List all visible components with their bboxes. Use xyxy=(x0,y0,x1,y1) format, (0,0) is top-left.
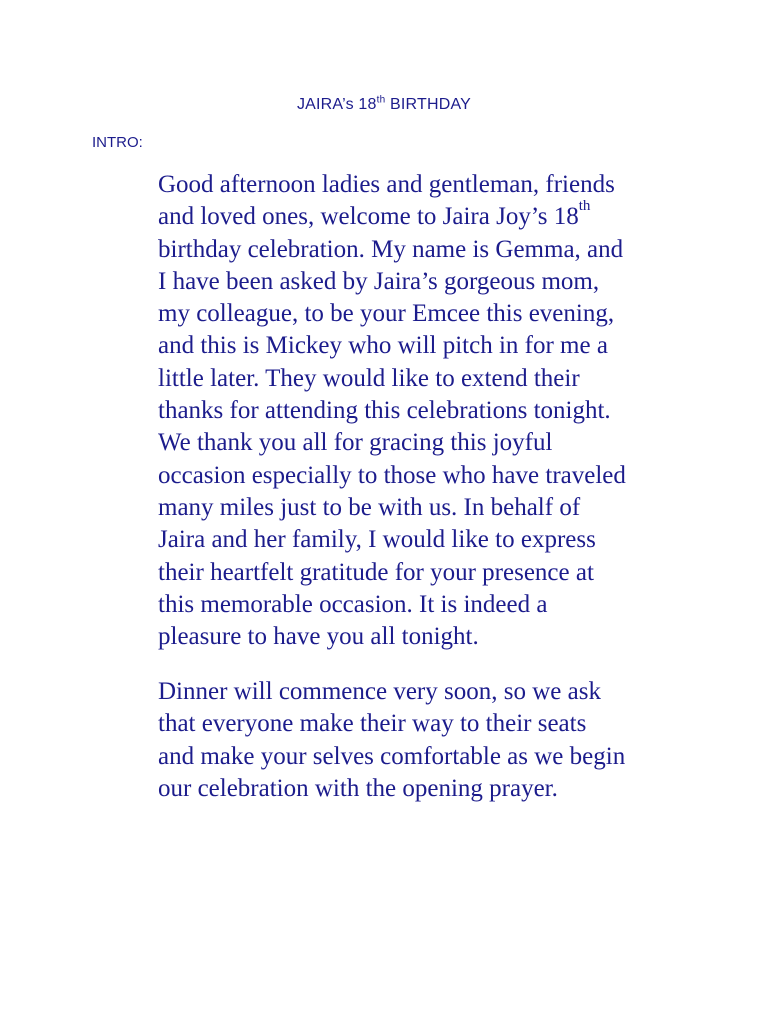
paragraph-line: Jaira and her family, I would like to express xyxy=(158,526,596,554)
paragraph-line: and make your selves comfortable as we begin xyxy=(158,742,626,770)
paragraph-line: and this is Mickey who will pitch in for me a xyxy=(158,332,608,360)
paragraph-line: thanks for attending this celebrations tonight. xyxy=(158,397,611,425)
paragraph-intro xyxy=(158,169,718,653)
paragraph-line: We thank you all for gracing this joyful xyxy=(158,429,553,457)
paragraph-line: occasion especially to those who have traveled xyxy=(158,461,626,489)
title-prefix: JAIRA’s 18 xyxy=(296,96,377,113)
line-superscript: th xyxy=(578,198,591,215)
title-superscript: th xyxy=(376,94,386,106)
paragraph-line: Good afternoon ladies and gentleman, friends xyxy=(158,171,615,198)
paragraph-dinner xyxy=(158,676,718,805)
paragraph-line: our celebration with the opening prayer. xyxy=(158,774,558,802)
paragraph-line: this memorable occasion. It is indeed a xyxy=(158,590,548,618)
paragraph-line: their heartfelt gratitude for your presence at xyxy=(158,558,594,586)
document-title xyxy=(0,96,768,114)
section-label: INTRO: xyxy=(92,134,143,151)
paragraph-line xyxy=(158,198,718,233)
paragraph-line: birthday celebration. My name is Gemma, and xyxy=(158,235,624,263)
paragraph-line: many miles just to be with us. In behalf of xyxy=(158,493,581,521)
paragraph-line: Dinner will commence very soon, so we ask xyxy=(158,678,601,705)
paragraph-line: that everyone make their way to their seats xyxy=(158,710,587,738)
paragraph-line: I have been asked by Jaira’s gorgeous mom, xyxy=(158,267,600,295)
paragraph-line-text: and loved ones, welcome to Jaira Joy’s 18 xyxy=(158,203,579,231)
title-suffix: BIRTHDAY xyxy=(385,96,472,113)
paragraph-line: my colleague, to be your Emcee this evening, xyxy=(158,300,615,328)
paragraph-line: little later. They would like to extend their xyxy=(158,364,580,392)
paragraph-line: pleasure to have you all tonight. xyxy=(158,623,479,651)
